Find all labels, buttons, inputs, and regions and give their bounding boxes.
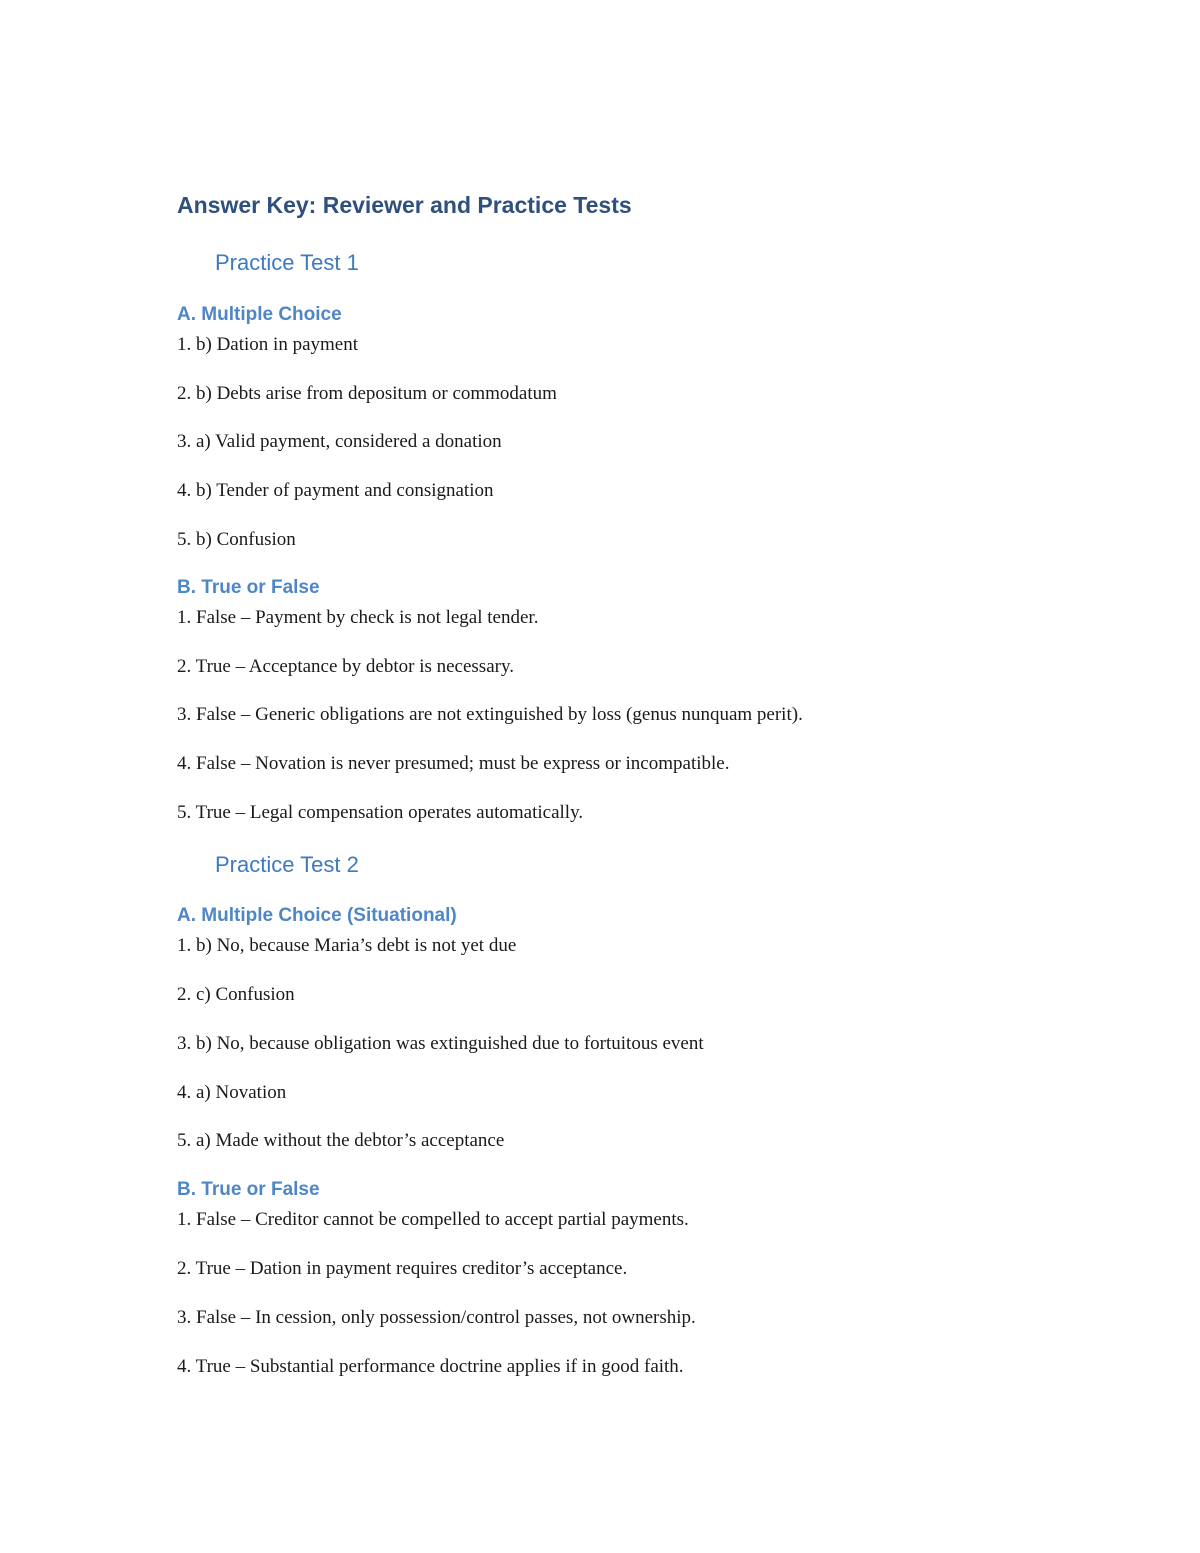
test-1-mc-answer-1: 1. b) Dation in payment xyxy=(177,334,358,355)
test-1-tf-answer-2: 2. True – Acceptance by debtor is necessary. xyxy=(177,656,514,677)
test-2-mc-answer-1: 1. b) No, because Maria’s debt is not yet due xyxy=(177,935,517,956)
test-1-mc-answer-5: 5. b) Confusion xyxy=(177,529,296,550)
test-2-mc-answer-4: 4. a) Novation xyxy=(177,1082,287,1103)
test-1-tf-answer-5: 5. True – Legal compensation operates automatically. xyxy=(177,802,584,823)
test-2-tf-answer-2: 2. True – Dation in payment requires creditor’s acceptance. xyxy=(177,1258,628,1279)
test-2-tf-answer-3: 3. False – In cession, only possession/control passes, not ownership. xyxy=(177,1307,696,1328)
practice-test-1-heading: Practice Test 1 xyxy=(215,250,359,275)
test-1-mc-answer-4: 4. b) Tender of payment and consignation xyxy=(177,480,494,501)
test-2-mc-answer-2: 2. c) Confusion xyxy=(177,984,295,1005)
test-2-mc-answer-3: 3. b) No, because obligation was extinguished due to fortuitous event xyxy=(177,1033,704,1054)
test-2-tf-answer-4: 4. True – Substantial performance doctrine applies if in good faith. xyxy=(177,1356,684,1377)
test-1-true-false-heading: B. True or False xyxy=(177,577,320,598)
test-1-multiple-choice-heading: A. Multiple Choice xyxy=(177,304,342,325)
document-title: Answer Key: Reviewer and Practice Tests xyxy=(177,192,632,218)
test-2-mc-answer-5: 5. a) Made without the debtor’s acceptance xyxy=(177,1130,505,1151)
test-1-tf-answer-1: 1. False – Payment by check is not legal tender. xyxy=(177,607,539,628)
test-1-tf-answer-4: 4. False – Novation is never presumed; must be express or incompatible. xyxy=(177,753,730,774)
test-1-mc-answer-2: 2. b) Debts arise from depositum or commodatum xyxy=(177,383,557,404)
test-1-tf-answer-3: 3. False – Generic obligations are not extinguished by loss (genus nunquam perit). xyxy=(177,704,803,725)
test-1-mc-answer-3: 3. a) Valid payment, considered a donation xyxy=(177,431,502,452)
test-2-tf-answer-1: 1. False – Creditor cannot be compelled to accept partial payments. xyxy=(177,1209,689,1230)
practice-test-2-heading: Practice Test 2 xyxy=(215,852,359,877)
test-2-multiple-choice-heading: A. Multiple Choice (Situational) xyxy=(177,905,457,926)
test-2-true-false-heading: B. True or False xyxy=(177,1179,320,1200)
